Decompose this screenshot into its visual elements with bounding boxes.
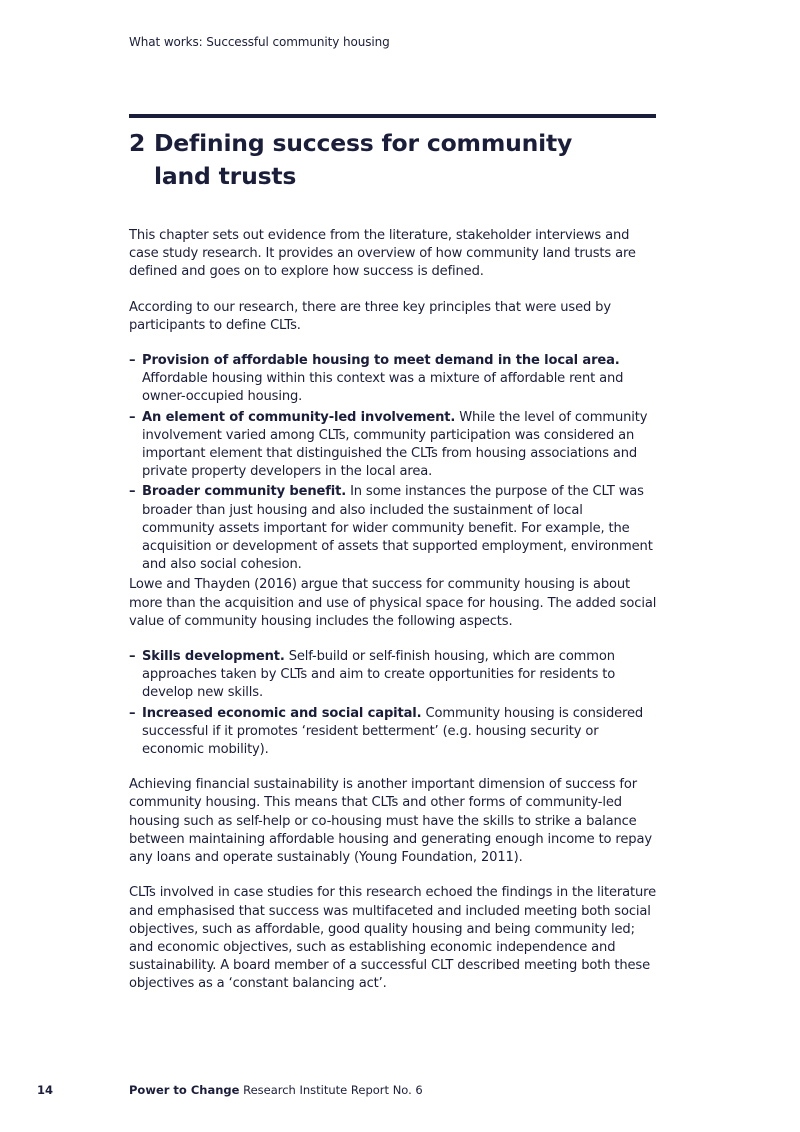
list-item-text: Community housing is considered successful if it promotes ‘resident betterment’ (e.g. housing security or economic mobility).: [142, 705, 644, 758]
body-text: [129, 227, 659, 1011]
list-item-lead: An element of community-led involvement.: [142, 409, 456, 425]
title-rule: [129, 114, 656, 118]
closing-paragraph: Achieving financial sustainability is another important dimension of success for community housing. This means that CLTs and other forms of community-led housing such as self-help or co-housing must have the skills to strike a balance between maintaining affordable housing and generating enough income to repay any loans and operate sustainably (Young Foundation, 2011).: [129, 777, 652, 866]
list-item-lead: Broader community benefit.: [142, 484, 347, 500]
chapter-title-line2: land trusts: [154, 162, 297, 190]
list-item-lead: Provision of affordable housing to meet demand in the local area.: [142, 353, 620, 369]
list-item-text: Affordable housing within this context was a mixture of affordable rent and owner-occupied housing.: [142, 371, 624, 405]
list-item-lead: Skills development.: [142, 649, 285, 665]
list-item-text: While the level of community involvement varied among CLTs, community participation was considered an important element that distinguished the CLTs from housing associations and private property developers in the local area.: [142, 409, 648, 480]
dash-marker: –: [129, 705, 136, 721]
report-name: Research Institute Report No. 6: [243, 1083, 423, 1097]
list-item-lead: Increased economic and social capital.: [142, 705, 422, 721]
closing-paragraph: CLTs involved in case studies for this research echoed the findings in the literature and emphasised that success was multifaceted and included meeting both social objectives, such as affordable, good quality housing and being community led; and economic objectives, such as establishing economic independence and sustainability. A board member of a successful CLT described meeting both these objectives as a ‘constant balancing act’.: [129, 885, 656, 992]
list-item: [129, 483, 659, 574]
dash-marker: –: [129, 649, 136, 665]
list-item-text: In some instances the purpose of the CLT was broader than just housing and also included the sustainment of local community assets important for wider community benefit. For example, the acquisition or development of assets that supported employment, environment and also social cohesion.: [142, 484, 653, 573]
list-item: [129, 648, 659, 703]
report-title: [129, 1083, 423, 1097]
dash-marker: –: [129, 484, 136, 500]
report-org: Power to Change: [129, 1083, 240, 1097]
running-head: What works: Successful community housing: [129, 35, 390, 49]
intro-paragraph: According to our research, there are three key principles that were used by participants to define CLTs.: [129, 299, 611, 333]
lowe-paragraph: Lowe and Thayden (2016) argue that success for community housing is about more than the acquisition and use of physical space for housing. The added social value of community housing includes the following aspects.: [129, 577, 657, 629]
intro-paragraph: This chapter sets out evidence from the literature, stakeholder interviews and case study research. It provides an overview of how community land trusts are defined and goes on to explore how success is defined.: [129, 228, 636, 280]
list-item: [129, 409, 659, 482]
chapter-title-line1: Defining success for community: [154, 129, 573, 157]
dash-marker: –: [129, 353, 136, 369]
list-item-text: Self-build or self-finish housing, which are common approaches taken by CLTs and aim to create opportunities for residents to develop new skills.: [142, 649, 616, 701]
chapter-title: [129, 127, 572, 193]
dash-marker: –: [129, 409, 136, 425]
list-item: [129, 705, 659, 760]
page-number: 14: [37, 1083, 54, 1097]
list-item: [129, 352, 659, 407]
principles-list: [129, 352, 659, 574]
chapter-number: 2: [129, 129, 146, 157]
aspects-list: [129, 648, 659, 759]
